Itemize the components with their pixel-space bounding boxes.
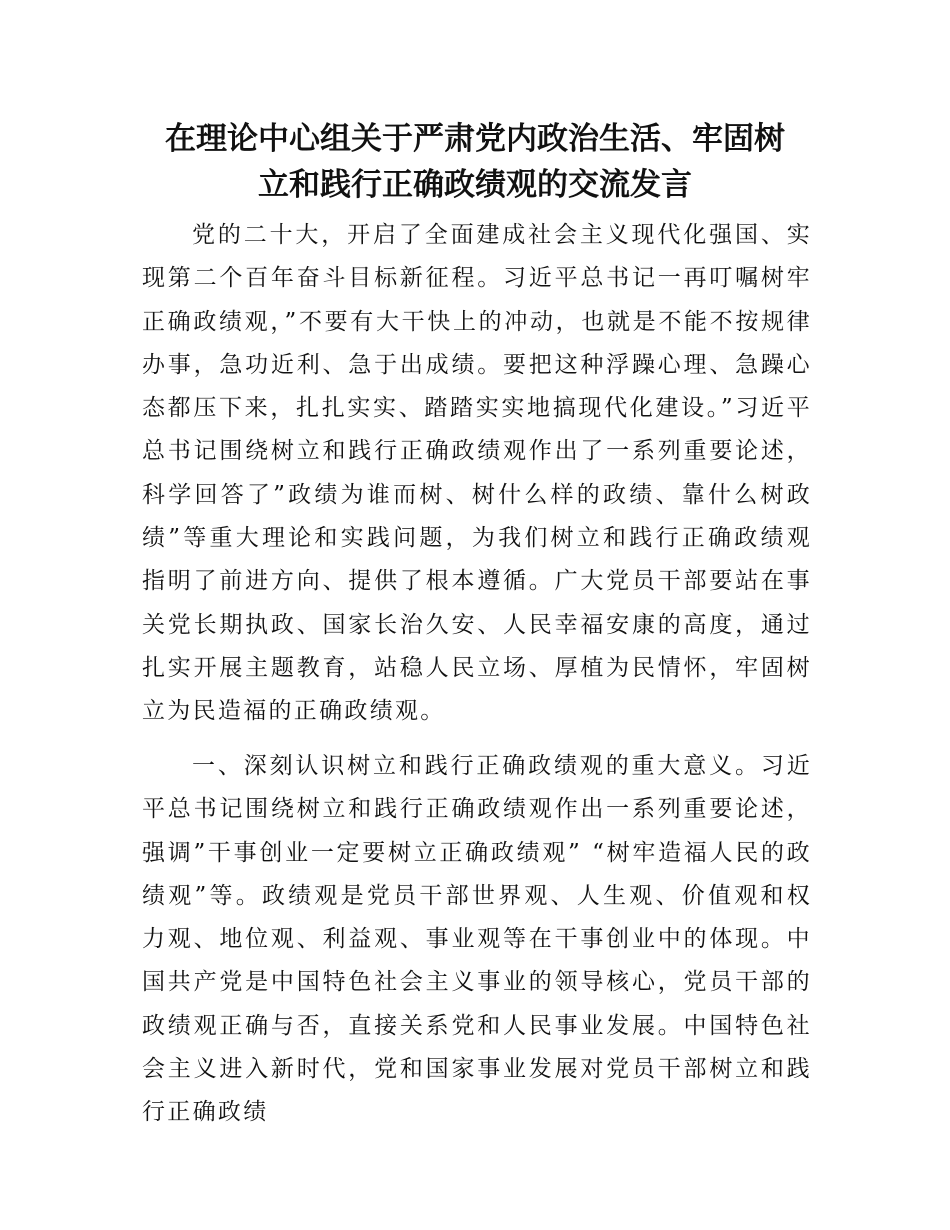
document-title-line-1: 在理论中心组关于严肃党内政治生活、牢固树 [165,121,785,157]
document-title-line-2: 立和践行正确政绩观的交流发言 [258,167,692,203]
section-one-paragraph: 一、深刻认识树立和践行正确政绩观的重大意义。习近平总书记围绕树立和践行正确政绩观作出一系列重要论述，强调”干事创业一定要树立正确政绩观” “树牢造福人民的政绩观”等。政绩观是党员干部世界观、人生观、价值观和权力观、地位观、利益观、事业观等在干事创业中的体现。中国共产党是中国特色社会主义事业的领导核心，党员干部的政绩观正确与否，直接关系党和人民事业发展。中国特色社会主义进入新时代，党和国家事业发展对党员干部树立和践行正确政绩 [142,753,812,1126]
intro-paragraph: 党的二十大，开启了全面建成社会主义现代化强国、实现第二个百年奋斗目标新征程。习近平总书记一再叮嘱树牢正确政绩观，”不要有大干快上的冲动，也就是不能不按规律办事，急功近利、急于出成绩。要把这种浮躁心理、急躁心态都压下来，扎扎实实、踏踏实实地搞现代化建设。”习近平总书记围绕树立和践行正确政绩观作出了一系列重要论述，科学回答了”政绩为谁而树、树什么样的政绩、靠什么树政绩”等重大理论和实践问题，为我们树立和践行正确政绩观指明了前进方向、提供了根本遵循。广大党员干部要站在事关党长期执政、国家长治久安、人民幸福安康的高度，通过扎实开展主题教育，站稳人民立场、厚植为民情怀，牢固树立为民造福的正确政绩观。 [142,222,812,725]
